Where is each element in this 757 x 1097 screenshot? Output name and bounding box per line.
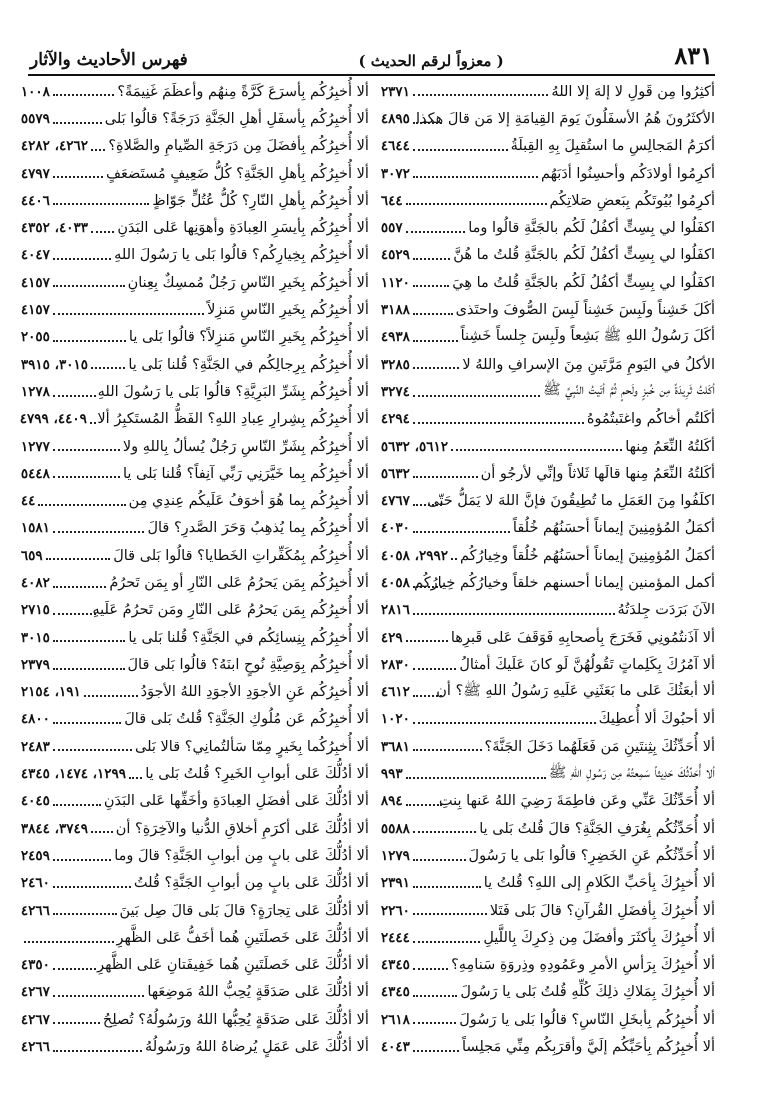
entry-reference: ٢٣٧١ <box>380 83 410 100</box>
entry-reference: ٤٦٤٤ <box>380 138 410 155</box>
entry-reference: ١١٢٠ <box>380 274 410 291</box>
index-entry <box>381 406 715 433</box>
index-entry <box>21 815 369 842</box>
entry-text: ألا أُحَدِّثُكَ حَدِيثاً سَمِعتُهُ مِن رَسُولِ اللهِ ﷺ <box>548 764 715 781</box>
entry-text: ألا أُخبِرُكُم عَن مُلُوكِ الجَنَّةِ؟ قُلتُ بَلى قالَ <box>124 711 369 728</box>
leader-dots <box>413 340 458 342</box>
leader-dots <box>53 722 121 724</box>
leader-dots <box>53 122 102 124</box>
entry-text: اكلَفُوا مِنَ العَمَلِ ما تُطِيقُونَ فإنَّ اللهَ لا يَمَلُّ حَتّى <box>427 493 715 510</box>
entry-reference: ٣٢٨٥ <box>380 356 410 373</box>
entry-text: أكَلتُهُ النِّعَمُ مِنها <box>625 438 715 455</box>
entry-text: الأكثَرُونَ هُمُ الأسفَلُونَ يَومَ القِيامَةِ إلا مَن قالَ هكذا <box>415 110 715 127</box>
entry-reference: ٤٩٣٨ <box>380 329 410 346</box>
entry-text: أكرِمُوا أولادَكُم وأحسِنُوا أدَبَهُم <box>540 165 715 182</box>
index-entry <box>381 569 715 596</box>
leader-dots <box>413 722 596 724</box>
leader-dots <box>53 995 144 997</box>
entry-reference: ١٥٨١ <box>20 520 50 537</box>
leader-dots <box>413 94 549 96</box>
index-entry <box>21 897 369 924</box>
entry-text: ألا أُخبِرُكُم عَنِ الأجوَدِ الأجوَدِ اللهُ الأجوَدُ <box>140 684 369 701</box>
entry-reference: ٢٨١٦ <box>380 602 410 619</box>
index-entry <box>21 597 369 624</box>
index-entry <box>381 160 715 187</box>
index-entry <box>21 624 369 651</box>
leader-dots <box>53 476 120 478</box>
leader-dots <box>53 886 131 888</box>
leader-dots <box>413 313 453 315</box>
entry-text: ألا أُخبِرُكُم بِأسرَعَ كَرَّةً مِنهُم وأعظَمَ غَنِيمَةً؟ <box>117 83 369 100</box>
entry-text: أكرَمُ المَجالِسِ ما استُقبِلَ بِهِ القِبلَةُ <box>510 138 715 155</box>
index-entry <box>381 870 715 897</box>
entry-reference: ٢٣٧٩ <box>20 656 50 673</box>
entry-text: ألا أُخبِرُكُم بِخِيارِكُم؟ قالُوا بَلى يا رَسُولَ اللهِ <box>114 247 369 264</box>
leader-dots <box>53 203 149 205</box>
entry-reference: ٤٠٤٣ <box>380 1039 410 1056</box>
index-entry <box>21 1006 369 1033</box>
index-entry <box>21 542 369 569</box>
leader-dots <box>413 613 615 615</box>
entry-reference: ٤٨٩٥ <box>380 110 410 127</box>
index-entry <box>21 296 369 323</box>
entry-text: ألا أُخبِرُكُما بِخَيرٍ مِمّا سَألتُمانِي؟ قالا بَلى <box>135 738 369 755</box>
entry-reference: ٣٢٧٤ <box>380 383 410 400</box>
entry-text: أكرِمُوا بُيُوتَكُم بِبَعضِ صَلاتِكُم <box>549 192 715 209</box>
entry-reference: ٤٥٢٩ <box>380 247 410 264</box>
index-entry <box>381 296 715 323</box>
entry-reference: ٥٦١٢، ٥٦٣٢ <box>380 438 448 455</box>
entry-text: ألا أُخبِرُكُم بِأسفَلِ أهلِ الجَنَّةِ دَرَجَةً؟ قالُوا بَلى <box>104 110 369 127</box>
right-column <box>381 78 715 1097</box>
index-entry <box>21 952 369 979</box>
index-entry <box>381 679 715 706</box>
entry-reference: ٦٥٩ <box>20 547 43 564</box>
index-entry <box>381 187 715 214</box>
index-entry <box>21 242 369 269</box>
index-entry <box>381 979 715 1006</box>
entry-text: اكفَلُوا لي بِسِتٍّ أكفُلُ لَكُم بالجَنَّةِ قُلتُ ما هِيَ <box>452 274 715 291</box>
entry-reference: ١٠٠٨ <box>20 83 50 100</box>
entry-text: اكفَلُوا لي بِسِتٍّ أكفُلُ لَكُم بالجَنَّةِ قُلتُ ما هُنَّ <box>453 247 715 264</box>
index-entry <box>381 788 715 815</box>
index-entry <box>21 406 369 433</box>
entry-reference: ٤٢٦٦ <box>20 902 50 919</box>
index-entry <box>21 651 369 678</box>
leader-dots <box>53 1050 142 1052</box>
entry-reference: ٢٤٤٤ <box>380 929 410 946</box>
entry-text: ألا أُخبِرُكُم بِأبخَلِ النّاسِ؟ قالُوا بَلى يا رَسُولَ <box>459 1011 715 1028</box>
index-entry <box>381 597 715 624</box>
index-entry <box>381 952 715 979</box>
entry-reference: ٨٩٤ <box>380 793 403 810</box>
entry-text: ألا أُخبِرُكُم بِنِسائِكُم في الجَنَّةِ؟ قُلنا بَلى يا <box>128 629 369 646</box>
entry-reference: ١٢٧٧ <box>20 438 50 455</box>
entry-text: ألا أُخبِرُكُم بِخَيرِ النّاسِ رَجُلٌ مُمسِكٌ بِعِنانِ <box>127 274 369 291</box>
entry-text: ألا آمُرُكَ بِكَلِماتٍ تَقُولُهُنَّ لَو كانَ عَلَيكَ أمثالُ <box>459 656 715 673</box>
entry-reference: ٣٠٧٢ <box>380 165 410 182</box>
leader-dots <box>451 558 457 560</box>
index-entry <box>21 105 369 132</box>
entry-reference: ٥٥٧ <box>380 220 403 237</box>
entry-reference: ٢٢٦٠ <box>380 902 410 919</box>
entry-text: ألا أدُلُّكَ عَلى صَدَقَةٍ يُحِبُّ اللهُ مَوضِعَها <box>147 984 369 1001</box>
leader-dots <box>53 449 120 451</box>
index-entry <box>381 133 715 160</box>
leader-dots <box>53 94 114 96</box>
index-entry <box>381 815 715 842</box>
entry-reference: ٤١٥٧ <box>20 302 50 319</box>
leader-dots <box>24 941 114 943</box>
entry-reference: ٢٧١٥ <box>20 602 50 619</box>
leader-dots <box>91 831 113 833</box>
entry-reference: ٤١٥٧ <box>20 274 50 291</box>
entry-text: ألا أدُلُّكَ عَلى خَصلَتَينِ هُما خَفِيفَتانِ عَلى الظَّهرِ <box>97 957 369 974</box>
leader-dots <box>53 176 103 178</box>
entry-reference: ٣٧٤٩، ٣٨٤٤ <box>20 820 88 837</box>
entry-reference: ٤٧٦٧ <box>380 493 410 510</box>
leader-dots <box>53 668 125 670</box>
leader-dots <box>413 1050 459 1052</box>
index-entry <box>381 269 715 296</box>
leader-dots <box>91 149 105 151</box>
entry-reference: ٥٥٨٨ <box>380 820 410 837</box>
entry-reference: ١٩١، ٢١٥٤ <box>20 684 81 701</box>
index-entry <box>381 1006 715 1033</box>
entry-text: أكمل المؤمنين إيمانا أحسنهم خلقاً وخيارُكُم خِيارُكُم <box>414 574 715 591</box>
leader-dots <box>53 804 101 806</box>
index-entry <box>381 733 715 760</box>
header-rule <box>28 74 715 76</box>
index-entry <box>381 651 715 678</box>
leader-dots <box>53 395 96 397</box>
index-entry <box>381 897 715 924</box>
index-entry <box>21 870 369 897</box>
index-entry <box>21 187 369 214</box>
leader-dots <box>53 640 125 642</box>
entry-reference: ٤٢٦٢، ٤٢٨٢ <box>20 138 88 155</box>
entry-text: أكَلَ رَسُولُ اللهِ ﷺ بَشِعاً ولَبِسَ جِلساً خَشِناً <box>460 327 715 344</box>
entry-reference: ٤٠٤٥ <box>20 793 50 810</box>
leader-dots <box>413 831 476 833</box>
entry-text: ألا أُخبِرُكُم بِما هُوَ أخوَفُ عَلَيكُم عِندِي مِن <box>128 493 369 510</box>
leader-dots <box>413 941 480 943</box>
leader-dots <box>413 695 442 697</box>
index-entry <box>381 460 715 487</box>
entry-reference: ١٢٧٨ <box>20 383 50 400</box>
leader-dots <box>38 504 125 506</box>
index-entry <box>381 487 715 514</box>
entry-text: ألا أُخبِرُكُم بِخَيرِ النّاسِ مَنزِلاً؟ قالُوا بَلى يا <box>128 329 369 346</box>
entry-text: ألا أُخبِرُكُم بِمُكَفِّراتِ الخَطايا؟ قالُوا بَلى قالَ <box>113 547 369 564</box>
entry-text: ألا أدُلُّكَ عَلى تِجارَةٍ؟ قالَ بَلى قالَ صِل بَينَ <box>119 902 369 919</box>
leader-dots <box>413 367 460 369</box>
entry-text: ألا أُخبِرُكَ بِأفضَلِ القُرآنِ؟ قالَ بَلى فَتَلا <box>489 902 715 919</box>
entry-text: ألا أُخبِرُكُم بِشَرِّ النّاسِ رَجُلٌ يُسألُ بِاللهِ ولا <box>122 438 369 455</box>
entry-reference: ٢٤٥٩ <box>20 847 50 864</box>
leader-dots <box>406 640 448 642</box>
entry-text: ألا أُخبِرُكُم بِمَن يَحرُمُ عَلى النّارِ ومَن تَحرُمُ عَلَيهِ <box>92 602 369 619</box>
index-entry <box>21 979 369 1006</box>
leader-dots <box>53 313 204 315</box>
index-entry <box>381 105 715 132</box>
entry-text: ألا أحبُوكَ ألا أُعطِيكَ <box>598 711 715 728</box>
leader-dots <box>413 395 540 397</box>
index-entry <box>21 788 369 815</box>
index-entry <box>21 160 369 187</box>
index-entry <box>21 324 369 351</box>
leader-dots <box>406 231 466 233</box>
entry-reference: ٤٢٩ <box>380 629 403 646</box>
leader-dots <box>53 531 145 533</box>
entry-reference: ١٢٩٩، ١٤٧٤، ٤٣٤٥ <box>20 766 127 783</box>
entry-text: ألا أُخبِرُكُم بِخَيرِ النّاسِ مَنزِلاً <box>207 302 369 319</box>
leader-dots <box>53 859 111 861</box>
entry-reference: ٤٤٠٩، ٤٧٩٩ <box>19 411 87 428</box>
entry-text: ألا أدُلُّكَ عَلى بابٍ مِن أبوابِ الجَنَّةِ؟ قُلتُ <box>133 875 369 892</box>
leader-dots <box>413 859 466 861</box>
leader-dots <box>413 586 442 588</box>
entry-reference: ٢٣٩١ <box>380 875 410 892</box>
index-entry <box>381 760 715 787</box>
index-entry <box>21 351 369 378</box>
leader-dots <box>91 367 125 369</box>
leader-dots <box>129 777 142 779</box>
leader-dots <box>413 176 538 178</box>
entry-reference: ٢٨٣٠ <box>380 656 410 673</box>
entry-reference: ٥٤٤٨ <box>20 465 50 482</box>
index-entry <box>21 679 369 706</box>
entry-text: أكثِرُوا مِن قَولِ لا إلهَ إلا اللهُ <box>551 83 715 100</box>
entry-text: ألا أدُلُّكَ عَلى بابٍ مِن أبوابِ الجَنَّةِ؟ قالَ وما <box>114 847 369 864</box>
index-entry <box>21 924 369 951</box>
entry-text: ألا أدُلُّكَ عَلى عَمَلٍ يُرضاهُ اللهُ ورَسُولُهُ <box>145 1039 369 1056</box>
leader-dots <box>413 913 487 915</box>
entry-reference: ١٠٢٠ <box>380 711 410 728</box>
leader-dots <box>84 695 138 697</box>
leader-dots <box>90 422 96 424</box>
leader-dots <box>406 804 442 806</box>
index-entry <box>381 515 715 542</box>
leader-dots <box>91 231 114 233</box>
entry-text: ألا أُخبِرُكُم بِما خَيَّرَنِي رَبِّي آنِفاً؟ قُلنا بَلى يا <box>122 465 369 482</box>
entry-reference: ٢٠٥٥ <box>20 329 50 346</box>
index-entry <box>21 842 369 869</box>
leader-dots <box>53 749 132 751</box>
entry-reference: ٣٦٨١ <box>380 738 410 755</box>
leader-dots <box>413 968 448 970</box>
index-entry <box>381 78 715 105</box>
leader-dots <box>53 340 126 342</box>
index-entry <box>381 924 715 951</box>
entry-reference: ٤٣٤٥ <box>380 984 410 1001</box>
leader-dots <box>413 749 482 751</box>
entry-reference: ٤٤٠٦ <box>20 192 50 209</box>
leader-dots <box>413 285 449 287</box>
entry-text: ألا أُخبِرُكُم بِرِجالِكُم في الجَنَّةِ؟ قُلنا بَلى يا <box>128 356 369 373</box>
index-columns <box>19 78 715 1097</box>
index-entry <box>381 842 715 869</box>
entry-text: ألا أُخبِرُكُم بِأفضَلَ مِن دَرَجَةِ الصِّيامِ والصَّلاةِ؟ <box>108 138 369 155</box>
entry-reference: ٦٤٤ <box>380 192 403 209</box>
index-entry <box>21 269 369 296</box>
leader-dots <box>413 422 584 424</box>
entry-text: ألا أُخبِرُكُم بِشَرِّ البَرِيَّةِ؟ قالُوا بَلى يا رَسُولَ اللهِ <box>97 383 369 400</box>
leader-dots <box>46 558 111 560</box>
entry-text: ألا أُخبِرُكُم بِأيسَرِ العِبادَةِ وأهوَنِها عَلى البَدَنِ <box>117 220 369 237</box>
entry-reference: ٤٦١٢ <box>380 684 410 701</box>
entry-reference: ٤٠٣٣، ٤٣٥٢ <box>20 220 88 237</box>
entry-text: ألا أُخبِرُكُم بِأحَبِّكُم إلَيَّ وأقرَبِكُم مِنِّي مَجلِساً <box>461 1039 715 1056</box>
leader-dots <box>53 613 96 615</box>
entry-text: ألا أُخبِرُكَ بِرَأسِ الأمرِ وعَمُودِهِ وذِروَةِ سَنامِهِ؟ <box>451 957 715 974</box>
entry-text: ألا آذَنتُمُونِي فَخَرَجَ بِأصحابِهِ فَوَقَفَ عَلى قَبرِها <box>450 629 715 646</box>
index-entry <box>381 706 715 733</box>
left-column <box>21 78 369 1097</box>
entry-text: الآنَ بَرَدَت جِلدَتُهُ <box>617 602 715 619</box>
entry-text: ألا أبعَثُكَ عَلى ما بَعَثَنِي عَلَيهِ رَسُولُ اللهِ ﷺ؟ أن <box>436 682 715 699</box>
entry-text: أكَلتُم أخاكُم واغتَبتُمُوهُ <box>586 411 715 428</box>
entry-text: ألا أُخبِرُكُم بِأهلِ الجَنَّةِ؟ كُلُّ ضَعِيفٍ مُستَضعَفٍ <box>106 165 369 182</box>
leader-dots <box>413 504 442 506</box>
entry-text: ألا أُخبِرُكَ بِأحَبِّ الكَلامِ إلى اللهِ؟ قُلتُ يا <box>483 875 715 892</box>
page-number: ٨٣١ <box>674 41 713 70</box>
index-entry <box>21 378 369 405</box>
index-entry <box>21 569 369 596</box>
entry-reference: ٤٠٣٠ <box>380 520 410 537</box>
leader-dots <box>413 122 442 124</box>
entry-reference: ١٢٧٩ <box>380 847 410 864</box>
entry-reference: ٤٠٨٢ <box>20 574 50 591</box>
index-entry <box>381 1033 715 1060</box>
entry-reference: ٢٩٩٢، ٤٠٥٨ <box>380 547 448 564</box>
leader-dots <box>413 886 481 888</box>
leader-dots <box>413 995 457 997</box>
entry-text: أكَلَ خَشِناً ولَبِسَ خَشِناً لَبِسَ الصُّوفَ واحتَذى <box>455 302 715 319</box>
index-entry <box>21 487 369 514</box>
leader-dots <box>413 476 478 478</box>
leader-dots <box>413 149 508 151</box>
index-entry <box>21 706 369 733</box>
leader-dots <box>53 1022 100 1024</box>
entry-reference: ٣١٨٨ <box>380 302 410 319</box>
index-entry <box>381 542 715 569</box>
index-entry <box>21 515 369 542</box>
entry-text: ألا أُحَدِّثُكُم بِغُرَفِ الجَنَّةِ؟ قالَ قُلتُ بَلى يا <box>479 820 715 837</box>
entry-reference: ٤٠٥٨ <box>380 574 410 591</box>
leader-dots <box>406 203 547 205</box>
leader-dots <box>413 668 456 670</box>
entry-text: ألا أدُلُّكَ عَلى صَدَقَةٍ يُحِبُّها اللهُ ورَسُولُهُ؟ تُصلِحُ <box>102 1011 369 1028</box>
leader-dots <box>53 968 96 970</box>
leader-dots <box>53 258 111 260</box>
entry-text: ألا أدُلُّكَ عَلى أبوابِ الخَيرِ؟ قُلتُ بَلى يا <box>145 766 369 783</box>
entry-reference: ٣٠١٥، ٣٩١٥ <box>20 356 88 373</box>
index-entry <box>381 378 715 405</box>
index-entry <box>21 433 369 460</box>
entry-text: أكمَلُ المُؤمِنِينَ إيماناً أحسَنُهُم خُلُقاً وخِيارُكُم <box>459 547 715 564</box>
entry-reference: ٤٣٥٠ <box>20 957 50 974</box>
entry-reference: ٩٩٣ <box>380 766 403 783</box>
entry-reference: ٥٦٣٢ <box>380 465 410 482</box>
leader-dots <box>413 258 450 260</box>
entry-text: ألا أُخبِرُكُم بِشِرارِ عِبادِ اللهِ؟ الفَظُّ المُستَكبِرُ ألا <box>97 411 369 428</box>
entry-text: ألا أُحَدِّثُكَ عَنِّي وعَن فاطِمَةَ رَضِيَ اللهُ عَنها بِنتِ <box>438 793 715 810</box>
entry-reference: ٤٠٤٧ <box>20 247 50 264</box>
entry-text: ألا أُحَدِّثُكُم عَنِ الخَضِرِ؟ قالُوا بَلى يا رَسُولَ <box>468 847 715 864</box>
entry-reference: ٤٢٦٧ <box>20 984 50 1001</box>
index-entry <box>381 242 715 269</box>
entry-reference: ٤٣٤٥ <box>380 957 410 974</box>
entry-text: ألا أدُلُّكَ عَلى أفضَلِ العِبادَةِ وأخَفِّها عَلى البَدَنِ <box>103 793 369 810</box>
entry-text: ألا أُخبِرُكُم بِمَن يَحرُمُ عَلى النّارِ أو بِمَن تَحرُمُ <box>109 574 369 591</box>
entry-reference: ٣٠١٥ <box>20 629 50 646</box>
index-entry <box>381 433 715 460</box>
entry-reference: ٢٤٦٠ <box>20 875 50 892</box>
entry-text: ألا أُخبِرُكُم بِأهلِ النّارِ؟ كُلُّ عُتُلٍّ جَوّاظٍ <box>152 192 369 209</box>
index-entry <box>381 351 715 378</box>
entry-text: ألا أُخبِرُكَ بِأكثَرَ وأفضَلَ مِن ذِكرِكَ بِاللَّيلِ <box>483 929 715 946</box>
leader-dots <box>53 285 125 287</box>
entry-text: أكَلتُهُ النِّعَمُ مِنها قالَها ثَلاثاً وإنِّي لأرجُو أن <box>480 465 715 482</box>
index-entry <box>381 624 715 651</box>
entry-text: ألا أدُلُّكَ عَلى أكرَمِ أخلاقِ الدُّنيا والآخِرَةِ؟ أن <box>115 820 369 837</box>
index-entry <box>21 760 369 787</box>
entry-text: اكفَلُوا لي بِسِتٍّ أكفُلُ لَكُم بالجَنَّةِ قالُوا وما <box>468 220 715 237</box>
entry-text: أكَلتُ ثَرِيدَةً مِن خُبزٍ ولَحمٍ ثُمَّ أتَيتُ النَّبِيَّ ﷺ <box>543 382 715 399</box>
entry-text: أكمَلُ المُؤمِنِينَ إيماناً أحسَنُهُم خُلُقاً <box>512 520 715 537</box>
entry-text: الأكلُ في اليَومِ مَرَّتَينِ مِنَ الإسرافِ واللهُ لا <box>462 356 715 373</box>
index-entry <box>21 1033 369 1060</box>
entry-text: ألا أُخبِرُكَ بِمَلاكِ ذلِكَ كُلِّهِ قُلتُ بَلى يا رَسُولَ <box>460 984 715 1001</box>
entry-reference: ٢٤٨٣ <box>20 738 50 755</box>
page-header <box>30 36 713 70</box>
entry-reference: ٥٥٧٩ <box>20 110 50 127</box>
index-entry <box>21 78 369 105</box>
index-entry <box>381 214 715 241</box>
section-title: ( معزواً لرقم الحديث ) <box>358 52 504 70</box>
entry-text: ألا أُخبِرُكُم بِوَصِيَّةِ نُوحٍ ابنَهُ؟ قالُوا بَلى قالَ <box>127 656 369 673</box>
entry-text: ألا أدُلُّكَ عَلى خَصلَتَينِ هُما أخَفُّ عَلى الظَّهرِ <box>116 929 369 946</box>
entry-reference: ٤٢٦٦ <box>20 1039 50 1056</box>
index-entry <box>21 460 369 487</box>
index-title: فهرس الأحاديث والآثار <box>30 50 188 70</box>
leader-dots <box>451 449 622 451</box>
index-entry <box>381 324 715 351</box>
entry-reference: ٤٧٩٧ <box>20 165 50 182</box>
entry-reference: ٤٨٠٠ <box>20 711 50 728</box>
index-entry <box>21 133 369 160</box>
entry-text: ألا أُخبِرُكُم بِما يُذهِبُ وَحَرَ الصَّدرِ؟ قالَ <box>147 520 369 537</box>
entry-reference: ٤٤ <box>20 493 36 510</box>
entry-reference: ٢٦١٨ <box>380 1011 410 1028</box>
index-entry <box>21 733 369 760</box>
leader-dots <box>413 531 510 533</box>
entry-reference: ٤٢٦٧ <box>20 1011 50 1028</box>
entry-text: ألا أُحَدِّثُكَ بِثِنتَينِ مَن فَعَلَهُما دَخَلَ الجَنَّةَ؟ <box>484 738 715 755</box>
index-entry <box>21 214 369 241</box>
leader-dots <box>406 777 546 779</box>
leader-dots <box>53 586 106 588</box>
leader-dots <box>53 913 117 915</box>
leader-dots <box>413 1022 456 1024</box>
entry-reference: ٤٢٩٤ <box>380 411 410 428</box>
